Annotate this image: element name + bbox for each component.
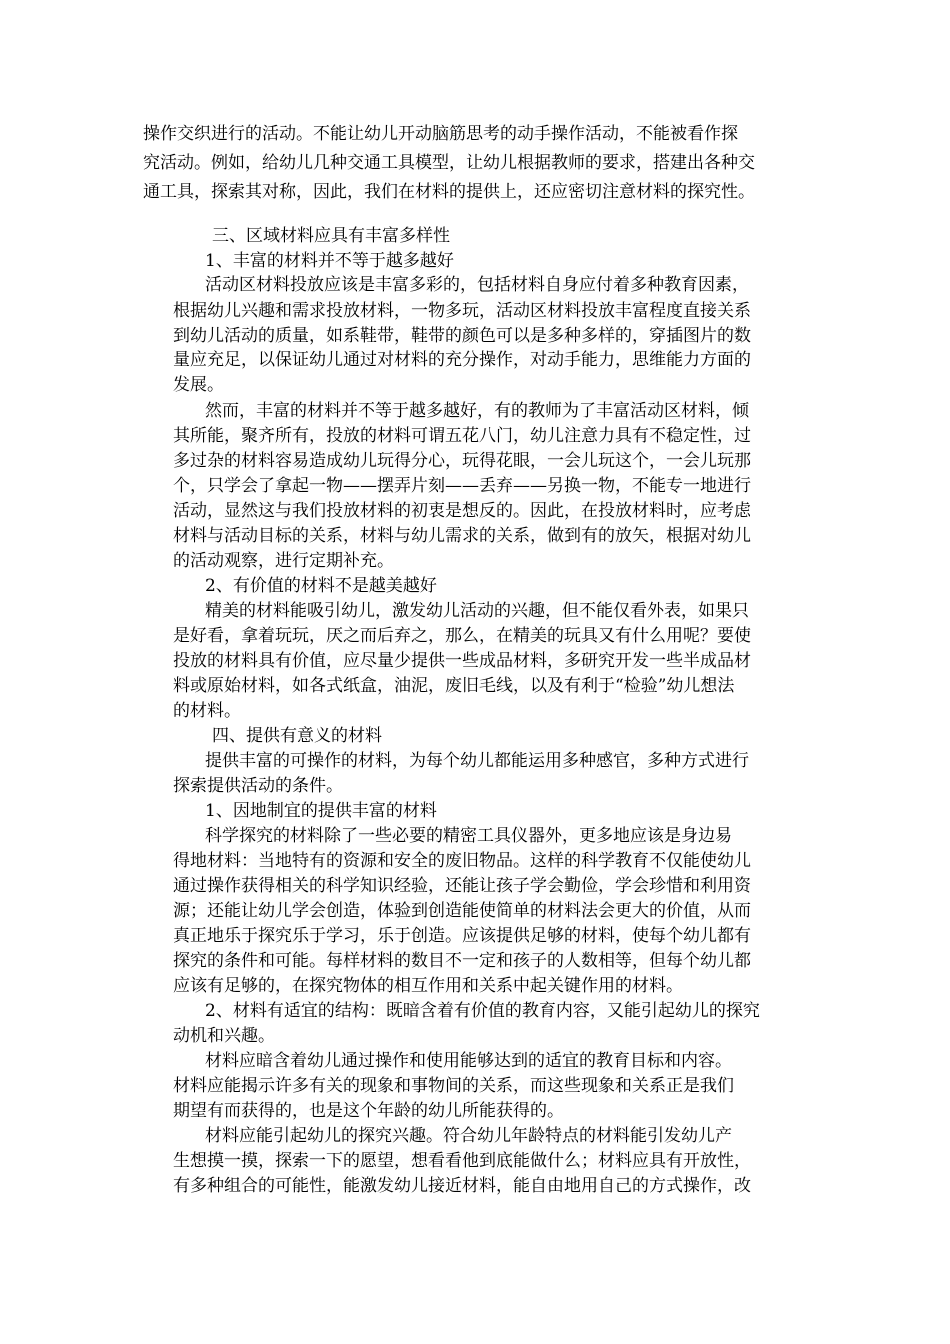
text-line: 材料应暗含着幼儿通过操作和使用能够达到的适宜的教育目标和内容。 bbox=[205, 1051, 732, 1071]
text-line: 得地材料：当地特有的资源和安全的废旧物品。这样的科学教育不仅能使幼儿 bbox=[173, 851, 751, 871]
text-line: 应该有足够的，在探究物体的相互作用和关系中起关键作用的材料。 bbox=[173, 976, 683, 996]
text-line: 有多种组合的可能性，能激发幼儿接近材料，能自由地用自己的方式操作，改 bbox=[173, 1176, 751, 1196]
text-line: 量应充足，以保证幼儿通过对材料的充分操作，对动手能力，思维能力方面的 bbox=[173, 350, 751, 370]
text-line: 的材料。 bbox=[173, 701, 241, 721]
text-line: 活动，显然这与我们投放材料的初衷是想反的。因此，在投放材料时，应考虑 bbox=[173, 501, 751, 521]
text-line: 到幼儿活动的质量，如系鞋带，鞋带的颜色可以是多种多样的，穿插图片的数 bbox=[173, 326, 751, 346]
text-line: 探究的条件和可能。每样材料的数目不一定和孩子的人数相等，但每个幼儿都 bbox=[173, 951, 751, 971]
section-heading: 四、提供有意义的材料 bbox=[212, 726, 382, 746]
text-line: 操作交织进行的活动。不能让幼儿开动脑筋思考的动手操作活动，不能被看作探 bbox=[143, 124, 738, 144]
text-line: 投放的材料具有价值，应尽量少提供一些成品材料，多研究开发一些半成品材 bbox=[173, 651, 751, 671]
text-line: 精美的材料能吸引幼儿，激发幼儿活动的兴趣，但不能仅看外表，如果只 bbox=[205, 601, 749, 621]
text-line: 发展。 bbox=[173, 375, 224, 395]
text-line: 科学探究的材料除了一些必要的精密工具仪器外，更多地应该是身边易 bbox=[205, 826, 732, 846]
text-line: 生想摸一摸，探索一下的愿望，想看看他到底能做什么；材料应具有开放性， bbox=[173, 1151, 751, 1171]
subsection-heading: 1、因地制宜的提供丰富的材料 bbox=[205, 801, 437, 821]
text-line: 通过操作获得相关的科学知识经验，还能让孩子学会勤俭，学会珍惜和利用资 bbox=[173, 876, 751, 896]
text-line: 材料应能引起幼儿的探究兴趣。符合幼儿年龄特点的材料能引发幼儿产 bbox=[205, 1126, 732, 1146]
subsection-heading: 1、丰富的材料并不等于越多越好 bbox=[205, 251, 454, 271]
text-line: 材料应能揭示许多有关的现象和事物间的关系，而这些现象和关系正是我们 bbox=[173, 1076, 734, 1096]
text-line: 真正地乐于探究乐于学习，乐于创造。应该提供足够的材料，使每个幼儿都有 bbox=[173, 926, 751, 946]
text-line: 然而，丰富的材料并不等于越多越好，有的教师为了丰富活动区材料，倾 bbox=[205, 401, 749, 421]
text-line: 期望有而获得的，也是这个年龄的幼儿所能获得的。 bbox=[173, 1101, 564, 1121]
text-line: 提供丰富的可操作的材料，为每个幼儿都能运用多种感官，多种方式进行 bbox=[205, 751, 749, 771]
text-line: 通工具，探索其对称，因此，我们在材料的提供上，还应密切注意材料的探究性。 bbox=[143, 182, 755, 202]
text-line: 个，只学会了拿起一物——摆弄片刻——丢弃——另换一物，不能专一地进行 bbox=[173, 476, 751, 496]
text-line: 活动区材料投放应该是丰富多彩的，包括材料自身应付着多种教育因素， bbox=[205, 275, 749, 295]
text-line: 多过杂的材料容易造成幼儿玩得分心，玩得花眼，一会儿玩这个，一会儿玩那 bbox=[173, 451, 751, 471]
text-line: 动机和兴趣。 bbox=[173, 1026, 275, 1046]
text-line: 的活动观察，进行定期补充。 bbox=[173, 551, 394, 571]
subsection-heading: 2、有价值的材料不是越美越好 bbox=[205, 576, 437, 596]
text-line: 源；还能让幼儿学会创造，体验到创造能使简单的材料法会更大的价值，从而 bbox=[173, 901, 751, 921]
text-line: 其所能，聚齐所有，投放的材料可谓五花八门，幼儿注意力具有不稳定性，过 bbox=[173, 426, 751, 446]
text-line: 究活动。例如，给幼儿几种交通工具模型，让幼儿根据教师的要求，搭建出各种交 bbox=[143, 153, 755, 173]
text-line: 料或原始材料，如各式纸盒，油泥，废旧毛线，以及有利于“检验”幼儿想法 bbox=[173, 676, 735, 696]
subsection-heading: 2、材料有适宜的结构：既暗含着有价值的教育内容，又能引起幼儿的探究 bbox=[205, 1001, 760, 1021]
text-line: 探索提供活动的条件。 bbox=[173, 776, 343, 796]
text-line: 是好看，拿着玩玩，厌之而后弃之，那么，在精美的玩具又有什么用呢？要使 bbox=[173, 626, 751, 646]
text-line: 材料与活动目标的关系，材料与幼儿需求的关系，做到有的放矢，根据对幼儿 bbox=[173, 526, 751, 546]
section-heading: 三、区域材料应具有丰富多样性 bbox=[212, 226, 450, 246]
text-line: 根据幼儿兴趣和需求投放材料，一物多玩，活动区材料投放丰富程度直接关系 bbox=[173, 301, 751, 321]
